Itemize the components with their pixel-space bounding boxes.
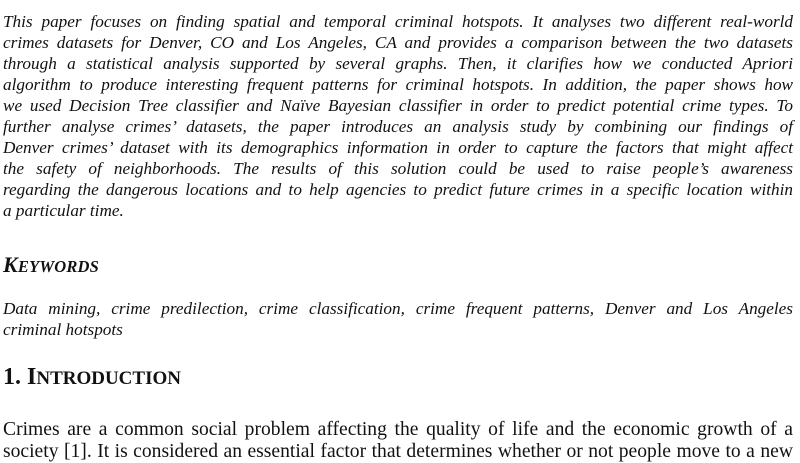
- section-number: 1.: [3, 364, 21, 390]
- abstract-line: a particular time.: [3, 201, 124, 220]
- abstract-line: through a statistical analysis supported by several graphs. Then, it clarifies how we conducted Apriori: [3, 54, 793, 73]
- abstract-line: regarding the dangerous locations and to help agencies to predict future crimes in a specific location within: [3, 180, 793, 199]
- keywords-heading: [3, 252, 99, 278]
- abstract-line: the safety of neighborhoods. The results of this solution could be used to raise people’s awareness: [3, 159, 793, 178]
- keywords-list: [3, 298, 793, 340]
- abstract-line: we used Decision Tree classifier and Naïve Bayesian classifier in order to predict potential crime types. To: [3, 96, 793, 115]
- abstract-line: crimes datasets for Denver, CO and Los Angeles, CA and provides a comparison between the two datasets: [3, 33, 793, 52]
- introduction-heading-rest: NTRODUCTION: [36, 368, 181, 389]
- abstract-line: algorithm to produce interesting frequent patterns for criminal hotspots. In addition, the paper shows how: [3, 75, 793, 94]
- abstract-line: further analyse crimes’ datasets, the paper introduces an analysis study by combining our findings of: [3, 117, 793, 136]
- keywords-line: criminal hotspots: [3, 320, 123, 339]
- introduction-heading-initial: I: [27, 364, 37, 390]
- introduction-line: society [1]. It is considered an essential factor that determines whether or not people move to a new: [3, 441, 793, 462]
- introduction-line: Crimes are a common social problem affecting the quality of life and the economic growth of a: [3, 419, 793, 440]
- abstract-paragraph: [3, 11, 793, 221]
- keywords-line: Data mining, crime predilection, crime classification, crime frequent patterns, Denver and Los Angeles: [3, 299, 793, 318]
- keywords-heading-initial: K: [3, 252, 18, 277]
- introduction-heading: [3, 364, 181, 391]
- keywords-heading-rest: EYWORDS: [17, 257, 100, 276]
- introduction-paragraph: [3, 419, 793, 463]
- abstract-line: This paper focuses on finding spatial and temporal criminal hotspots. It analyses two different real-world: [3, 12, 793, 31]
- abstract-line: Denver crimes’ dataset with its demographics information in order to capture the factors that might affect: [3, 138, 793, 157]
